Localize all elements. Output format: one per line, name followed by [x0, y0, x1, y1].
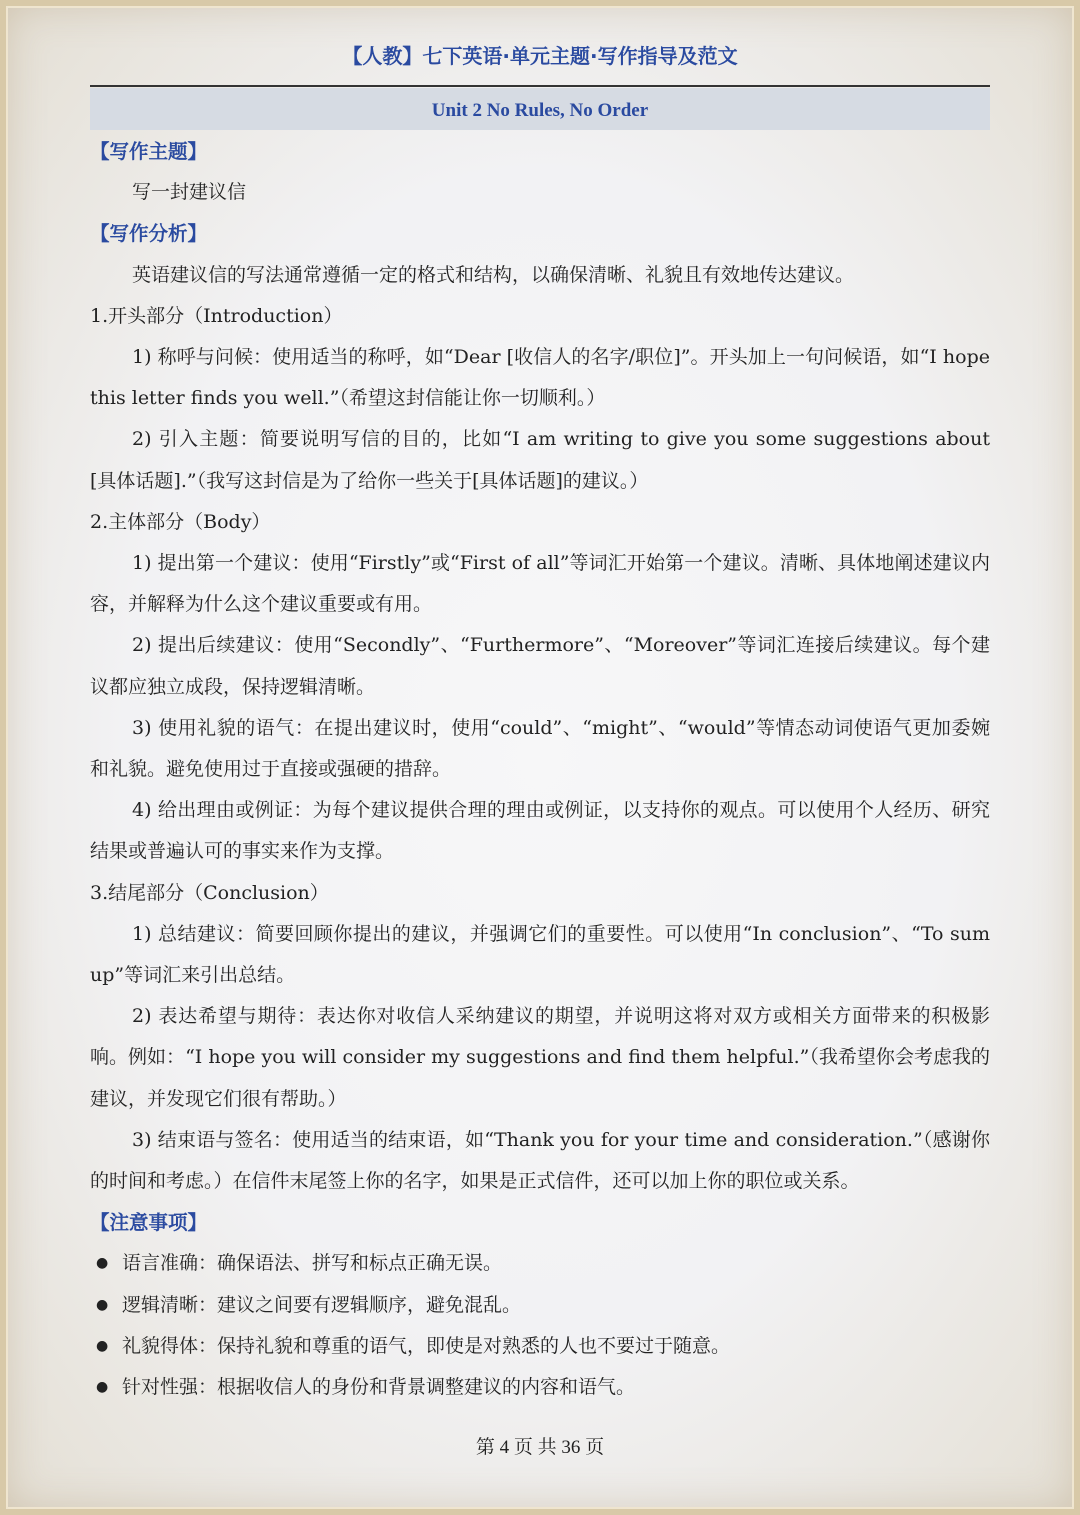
- part1-title: 1.开头部分（Introduction）: [90, 304, 343, 327]
- part3-paragraph-1: 1) 总结建议：简要回顾你提出的建议，并强调它们的重要性。可以使用“In conclusion”、“To sum up”等词汇来引出总结。: [90, 922, 990, 987]
- part2-paragraph-1: 1) 提出第一个建议：使用“Firstly”或“First of all”等词汇开始第一个建议。清晰、具体地阐述建议内容，并解释为什么这个建议重要或有用。: [90, 552, 990, 616]
- part2-paragraph-3: 3) 使用礼貌的语气：在提出建议时，使用“could”、“might”、“would”等情态动词使语气更加委婉和礼貌。避免使用过于直接或强硬的措辞。: [90, 716, 990, 781]
- part2-paragraph-4: 4) 给出理由或例证：为每个建议提供合理的理由或例证，以支持你的观点。可以使用个人经历、研究结果或普遍认可的事实来作为支撑。: [90, 799, 990, 863]
- bullet-icon: ●: [96, 1255, 109, 1272]
- unit-title: Unit 2 No Rules, No Order: [90, 88, 990, 130]
- note-text: 针对性强：根据收信人的身份和背景调整建议的内容和语气。: [122, 1376, 636, 1399]
- list-item: [90, 1326, 990, 1367]
- topic-heading: 【写作主题】: [90, 140, 208, 163]
- part3-title: 3.结尾部分（Conclusion）: [90, 881, 329, 904]
- note-text: 逻辑清晰：建议之间要有逻辑顺序，避免混乱。: [122, 1293, 522, 1316]
- bullet-icon: ●: [96, 1296, 109, 1313]
- notes-list: [90, 1243, 990, 1408]
- list-item: [90, 1243, 990, 1284]
- bullet-icon: ●: [96, 1379, 109, 1396]
- analysis-heading: 【写作分析】: [90, 222, 208, 246]
- document-body: [90, 131, 990, 1408]
- part3-paragraph-2: 2) 表达希望与期待：表达你对收信人采纳建议的期望，并说明这将对双方或相关方面带来的积极影响。例如：“I hope you will consider my suggestions and find them helpful.”（我希望你会考虑我的建议，并发现它们很有帮助。）: [90, 1005, 990, 1110]
- part1-paragraph-2: 2) 引入主题：简要说明写信的目的，比如“I am writing to give you some suggestions about [具体话题].”（我写这封信是为了给你一些关于[具体话题]的建议。）: [90, 428, 990, 492]
- header-divider: [90, 85, 990, 87]
- part2-title: 2.主体部分（Body）: [90, 510, 271, 533]
- analysis-intro: 英语建议信的写法通常遵循一定的格式和结构，以确保清晰、礼貌且有效地传达建议。: [132, 263, 855, 286]
- topic-text: 写一封建议信: [132, 181, 247, 204]
- list-item: [90, 1367, 990, 1408]
- document-header: 【人教】七下英语·单元主题·写作指导及范文: [342, 44, 738, 68]
- part1-paragraph-1: 1) 称呼与问候：使用适当的称呼，如“Dear [收信人的名字/职位]”。开头加上一句问候语，如“I hope this letter finds you well.”（希望这封信能让你一切顺利。）: [90, 346, 990, 410]
- note-text: 礼貌得体：保持礼貌和尊重的语气，即使是对熟悉的人也不要过于随意。: [122, 1334, 731, 1357]
- part3-paragraph-3: 3) 结束语与签名：使用适当的结束语，如“Thank you for your time and consideration.”（感谢你的时间和考虑。）在信件末尾签上你的名字，如果是正式信件，还可以加上你的职位或关系。: [90, 1128, 990, 1193]
- page-number: 第 4 页 共 36 页: [475, 1437, 605, 1458]
- note-text: 语言准确：确保语法、拼写和标点正确无误。: [122, 1252, 503, 1275]
- bullet-icon: ●: [96, 1337, 109, 1354]
- notes-heading: 【注意事项】: [90, 1211, 208, 1235]
- part2-paragraph-2: 2) 提出后续建议：使用“Secondly”、“Furthermore”、“Moreover”等词汇连接后续建议。每个建议都应独立成段，保持逻辑清晰。: [90, 634, 990, 698]
- list-item: [90, 1285, 990, 1326]
